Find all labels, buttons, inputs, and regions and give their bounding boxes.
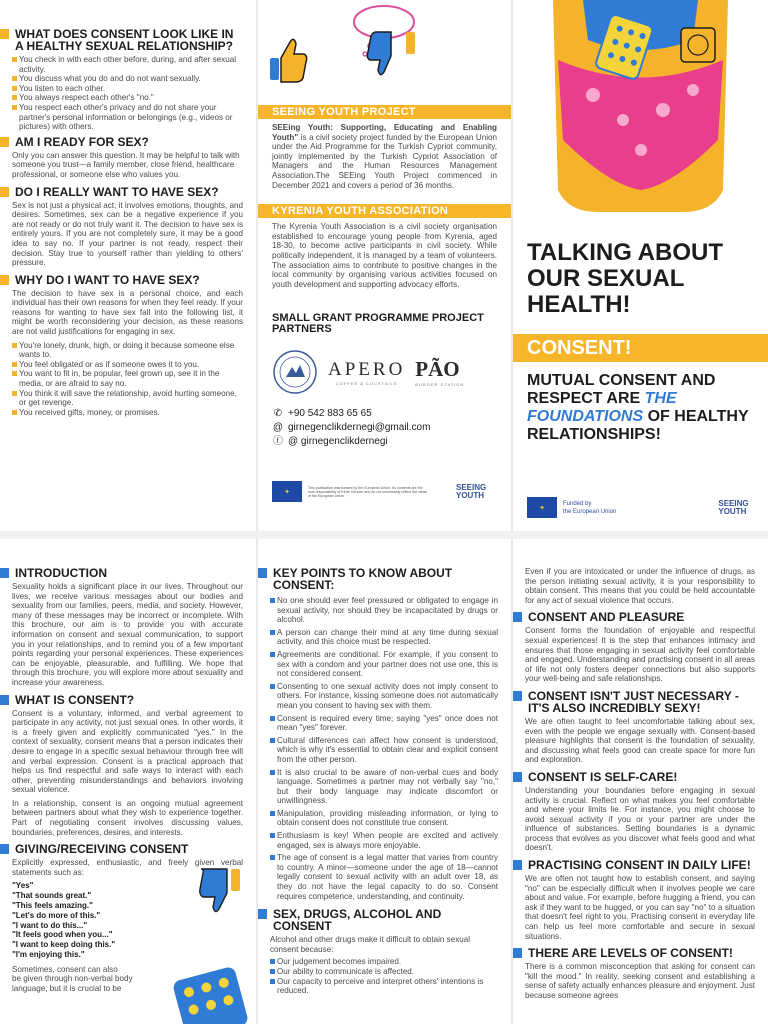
list-item: The age of consent is a legal matter that varies from country to country. A minor—someone under the age of 18—cannot legally consent to sexual activity with an adult over 18, as they do not have the legal capacity to do so. Consent requires competence, understanding, and continuity. (270, 853, 498, 901)
thumbs-up-icon (270, 39, 307, 82)
panel-introduction (0, 540, 256, 1024)
section-title-self-care: CONSENT IS SELF-CARE! (525, 771, 755, 783)
list-item: You always respect each other's "no." (12, 93, 243, 103)
sexy-text: We are often taught to feel uncomfortable talking about sex, even with the people we engage sexually with. Consent-based pleasure highlights that consent is the foundation of sexuality, and discussing what feels good can create space for more fun and exploration. (525, 716, 755, 765)
consent-quotes-block (12, 881, 243, 993)
kyrenia-association-logo (272, 349, 318, 395)
really-want-text: Sex is not just a physical act; it involves emotions, thoughts, and desires. Sometimes, sex can be a negative experience if you are not ready or do not truly want it. The decision to have sex is entirely yours. If you are not completely sure, it may be a good idea to say no. If your partner is not ready, respect their decision. Stay true to yourself rather than yielding to others' pressure. (12, 200, 243, 268)
partners-title: SMALL GRANT PROGRAMME PROJECT PARTNERS (272, 312, 484, 336)
nonverbal-line: be given through non-verbal body (12, 974, 133, 984)
mutual-line-1: MUTUAL CONSENT AND RESPECT ARE (527, 372, 716, 407)
levels-text: There is a common misconception that asking for consent can "kill the mood." In reality, seeking consent and establishing a sense of safety actually enhances pleasure and enjoyment. Just because someone agrees (525, 962, 755, 1000)
seeing-logo-top: SEEING (718, 498, 749, 508)
list-item: Consent is required every time; saying "yes" once does not mean "yes" forever. (270, 714, 498, 733)
section-title-what-is-consent: WHAT IS CONSENT? (12, 694, 243, 706)
sex-drugs-text: Alcohol and other drugs make it difficult to obtain sexual consent because: (270, 935, 471, 954)
list-item: You check in with each other before, during, and after sexual activity. (12, 55, 243, 74)
thumbs-down-icon (187, 863, 256, 923)
quote-item: "It feels good when you..." (12, 930, 113, 940)
section-title-levels: THERE ARE LEVELS OF CONSENT! (525, 947, 755, 959)
funded-line-1: Funded by (563, 500, 592, 507)
list-item: No one should ever feel pressured or obligated to engage in sexual activity, nor should they be incapacitated by drugs or alcohol. (270, 596, 498, 625)
contact-social (272, 435, 497, 449)
contact-phone (272, 407, 497, 421)
reasons-list (12, 341, 243, 418)
list-item: Enthusiasm is key! When people are excited and actively engaged, sex is always more enjoyable. (270, 831, 498, 850)
consent-pleasure-text: Consent forms the foundation of enjoyable and respectful sexual experiences! It is the step that enhances intimacy and ensures that those engaging in sexual activity feel comfortable and engaged. Understanding and practising consent in all areas of life not only fosters deeper connections but also supports your well-being and safe relationships. (525, 626, 755, 684)
key-points-list (270, 596, 498, 901)
section-title-why-want: WHY DO I WANT TO HAVE SEX? (12, 274, 243, 286)
panel-key-points (258, 540, 511, 1024)
partner-logos (272, 349, 497, 395)
quote-item: "I'm enjoying this." (12, 950, 85, 960)
list-item: You feel obligated or as if someone owes it to you. (12, 360, 243, 370)
phone-icon: ✆ (273, 408, 283, 420)
pill-pack-icon (170, 961, 250, 1024)
list-item: Our capacity to perceive and interpret others' intentions is reduced. (270, 977, 498, 996)
what-is-consent-text-2: In a relationship, consent is an ongoing mutual agreement between partners about what they wish to experience together. Part of negotiating consent involves discussing values, boundaries, preferences, desires, and interests. (12, 798, 243, 837)
apero-logo-text: APERO (328, 358, 406, 380)
giving-consent-text: Explicitly expressed, enthusiastic, and freely given verbal statements such as: (12, 858, 243, 877)
list-item: Agreements are conditional. For example, if you consent to sex with a condom and your partner does not use one, this is not considered consent. (270, 650, 498, 679)
seeing-logo-bottom: YOUTH (718, 506, 747, 516)
panel-consent-questions (0, 0, 256, 530)
eu-flag-icon: ✦ (272, 481, 302, 502)
contact-block (272, 407, 497, 449)
section-title-ready: AM I READY FOR SEX? (12, 136, 243, 148)
seeing-youth-title: SEEING YOUTH PROJECT (258, 105, 511, 119)
introduction-text: Sexuality holds a significant place in our lives. Throughout our lives, we receive various messages about our bodies and sexuality from our families, peers, media, and society. However, many of these messages may be incorrect or incomplete. With this brochure, our aim is to provide you with accurate information on consent and sexual communication, to support you in your relationships, and to remind you of a few important points regarding your personal experiences. These experiences can be enjoyable, pleasurable, and fulfilling. We hope that through this brochure, you will explore more about sexuality and increase your awareness. (12, 582, 243, 687)
list-item: It is also crucial to be aware of non-verbal cues and body language. Sometimes a partner may not verbally say "no," but their body language may indicate discomfort or unwillingness. (270, 768, 498, 806)
seeing-logo-bottom: YOUTH (456, 490, 484, 500)
seeing-youth-logo (456, 484, 486, 500)
panel-consent-pleasure (513, 540, 768, 1024)
section-title-really-want: DO I REALLY WANT TO HAVE SEX? (12, 186, 243, 198)
quote-item: "I want to do this..." (12, 920, 88, 930)
fold-line (0, 531, 768, 539)
phone-text[interactable]: +90 542 883 65 65 (288, 408, 372, 420)
quote-item: "That sounds great." (12, 891, 92, 901)
funding-footer (272, 481, 497, 502)
list-item: You're lonely, drunk, high, or doing it because someone else wants to. (12, 341, 243, 360)
quote-item: "Let's do more of this." (12, 910, 101, 920)
apero-logo-sub: COFFEE & COCKTAILS (335, 380, 398, 386)
why-want-text: The decision to have sex is a personal choice, and each individual has their own reasons for when they feel ready. If your reasons for wanting to have sex fall into the following list, it might be worth reconsidering your decision, as these reasons are not valid justifications for engaging in sex. (12, 288, 243, 337)
consent-banner: CONSENT! (513, 334, 768, 362)
eu-disclaimer: This publication was funded by the European Union. Its contents are the sole responsibility of Kirne Gencler and do not necessarily reflect the views of the European Union. (308, 485, 428, 498)
list-item: You want to fit in, be popular, feel grown up, see it in the media, or are afraid to say no. (12, 369, 243, 388)
daily-life-text: We are often not taught how to establish consent, and saying "no" can be especially difficult when it involves people we care about and value. For example, before hugging a friend, you can ask if they want to be hugged, or you can say "no" to a situation that doesn't feel right to you. Practising consent in everyday life can help us feel more comfortable and secure in sexual situations. (525, 874, 755, 941)
seeing-logo-top: SEEING (456, 482, 487, 492)
contact-email (272, 421, 497, 435)
seeing-youth-text (272, 123, 497, 190)
cover-illustration (513, 0, 768, 215)
list-item: You discuss what you do and do not want sexually. (12, 74, 243, 84)
section-title-daily-life: PRACTISING CONSENT IN DAILY LIFE! (525, 859, 755, 871)
list-item: You received gifts, money, or promises. (12, 408, 243, 418)
seeing-youth-body: is a civil society project funded by the European Union under the Aid Programme for the Turkish Cypriot community, jointly implemented by the Turkish Cypriot Association of Managers and the Human Resources Management Association.The SEEing Youth Project commenced in December 2021 and covers a period of 36 months. (272, 132, 497, 190)
list-item: Cultural differences can affect how consent is understood, which is why it's essential to obtain clear and explicit consent from the other person. (270, 736, 498, 765)
pao-logo-sub: BURGER STATION (415, 382, 465, 388)
pao-logo-text: PÃO (415, 357, 460, 382)
list-item: A person can change their mind at any time during sexual activity, and this choice must be respected. (270, 628, 498, 647)
what-is-consent-text: Consent is a voluntary, informed, and verbal agreement to participate in any activity, not just sexual ones. In other words, it is a freely given and explicitly communicated "yes." In the context of sexuality, consent means that a person indicates their desire to engage in a specific sexual behaviour through free will and verbal expression. Consent is a practical approach that helps us find respectful and safe ways to interact with each other, preventing misunderstandings and behaviors involving sexual violence. (12, 708, 243, 795)
section-title-introduction: INTRODUCTION (12, 567, 243, 579)
self-care-text: Understanding your boundaries before engaging in sexual activity is crucial. Reflect on what makes you feel comfortable and where your limits lie. For instance, you might choose to avoid sexual activity if you or your partner are under the influence of substances. Setting boundaries is a dynamic process that evolves as you discover what feels good and what doesn't. (525, 785, 755, 853)
list-item: Consenting to one sexual activity does not imply consent to others. For instance, kissing someone does not automatically mean you consent to having sex with them. (270, 682, 498, 711)
funded-line-2: the European Union (563, 508, 617, 515)
eu-flag-icon: ✦ (527, 497, 557, 518)
cover-headline: TALKING ABOUT OUR SEXUAL HEALTH! (527, 239, 723, 318)
thumbs-illustration (258, 0, 511, 96)
ready-text: Only you can answer this question. It may be helpful to talk with someone you trust—a family member, close friend, healthcare professional, or someone else who values you. (12, 150, 240, 179)
email-text[interactable]: girnegenclikdernegi@gmail.com (288, 422, 431, 434)
list-item: You respect each other's privacy and do not share your partner's personal information or belongings (e.g., videos or pictures) with others. (12, 103, 243, 132)
email-icon: @ (272, 422, 284, 434)
mutual-line-3: OF HEALTHY RELATIONSHIPS! (527, 408, 749, 443)
mutual-consent-text (527, 372, 754, 444)
panel-cover (513, 0, 768, 530)
cover-funding-footer (527, 497, 749, 518)
sex-drugs-list (270, 957, 498, 995)
seeing-youth-bold: SEEing Youth: Supporting, Educating and Enabling Youth" (272, 123, 497, 142)
healthy-relationship-list (12, 55, 243, 132)
quote-item: "This feels amazing." (12, 901, 93, 911)
apero-logo (328, 359, 405, 386)
funded-by-text (563, 500, 616, 516)
nonverbal-line: Sometimes, consent can also (12, 964, 118, 974)
section-title-consent-pleasure: CONSENT AND PLEASURE (525, 611, 755, 623)
social-icon: ⓕ (273, 436, 283, 448)
section-title-sexy: CONSENT ISN'T JUST NECESSARY - IT'S ALSO INCREDIBLY SEXY! (525, 690, 755, 714)
kyrenia-youth-title: KYRENIA YOUTH ASSOCIATION (258, 204, 511, 218)
section-title-giving-consent: GIVING/RECEIVING CONSENT (12, 843, 243, 855)
nonverbal-line: language, but it is crucial to be (12, 984, 122, 993)
quote-item: "Yes" (12, 881, 34, 891)
pao-logo (415, 357, 464, 387)
list-item: Manipulation, providing misleading information, or lying to obtain consent does not constitute true consent. (270, 809, 498, 828)
list-item: Our judgement becomes impaired. (270, 957, 498, 967)
quote-item: "I want to keep doing this." (12, 940, 116, 950)
seeing-youth-logo (718, 500, 748, 516)
section-title-sex-drugs: SEX, DRUGS, ALCOHOL AND CONSENT (270, 908, 498, 932)
kyrenia-youth-text: The Kyrenia Youth Association is a civil society organisation established to encourage young people from Kyrenia, aged 18-30, to become active participants in civil society. While politically independent, it is managed by a team of volunteers. The association aims to contribute to positive changes in the local community by organising various activities focused on youth development and supporting advocacy efforts. (272, 222, 497, 289)
list-item: Our ability to communicate is affected. (270, 967, 498, 977)
social-text[interactable]: @ girnegenclikdernegi (288, 436, 388, 448)
list-item: You listen to each other. (12, 84, 243, 94)
thumbs-down-icon (367, 32, 415, 75)
intoxication-text: Even if you are intoxicated or under the influence of drugs, as the person initiating sexual activity, it is your responsibility to obtain consent. This means that you could be held accountable for any act of sexual violence that occurs. (525, 567, 755, 605)
list-item: You think it will save the relationship, avoid hurting someone, or get revenge. (12, 389, 243, 408)
section-title-key-points: KEY POINTS TO KNOW ABOUT CONSENT: (270, 567, 498, 591)
panel-project-info (258, 0, 511, 530)
mutual-highlight: THE FOUNDATIONS (527, 390, 677, 425)
section-title-healthy-relationship: WHAT DOES CONSENT LOOK LIKE IN A HEALTHY SEXUAL RELATIONSHIP? (12, 28, 243, 52)
